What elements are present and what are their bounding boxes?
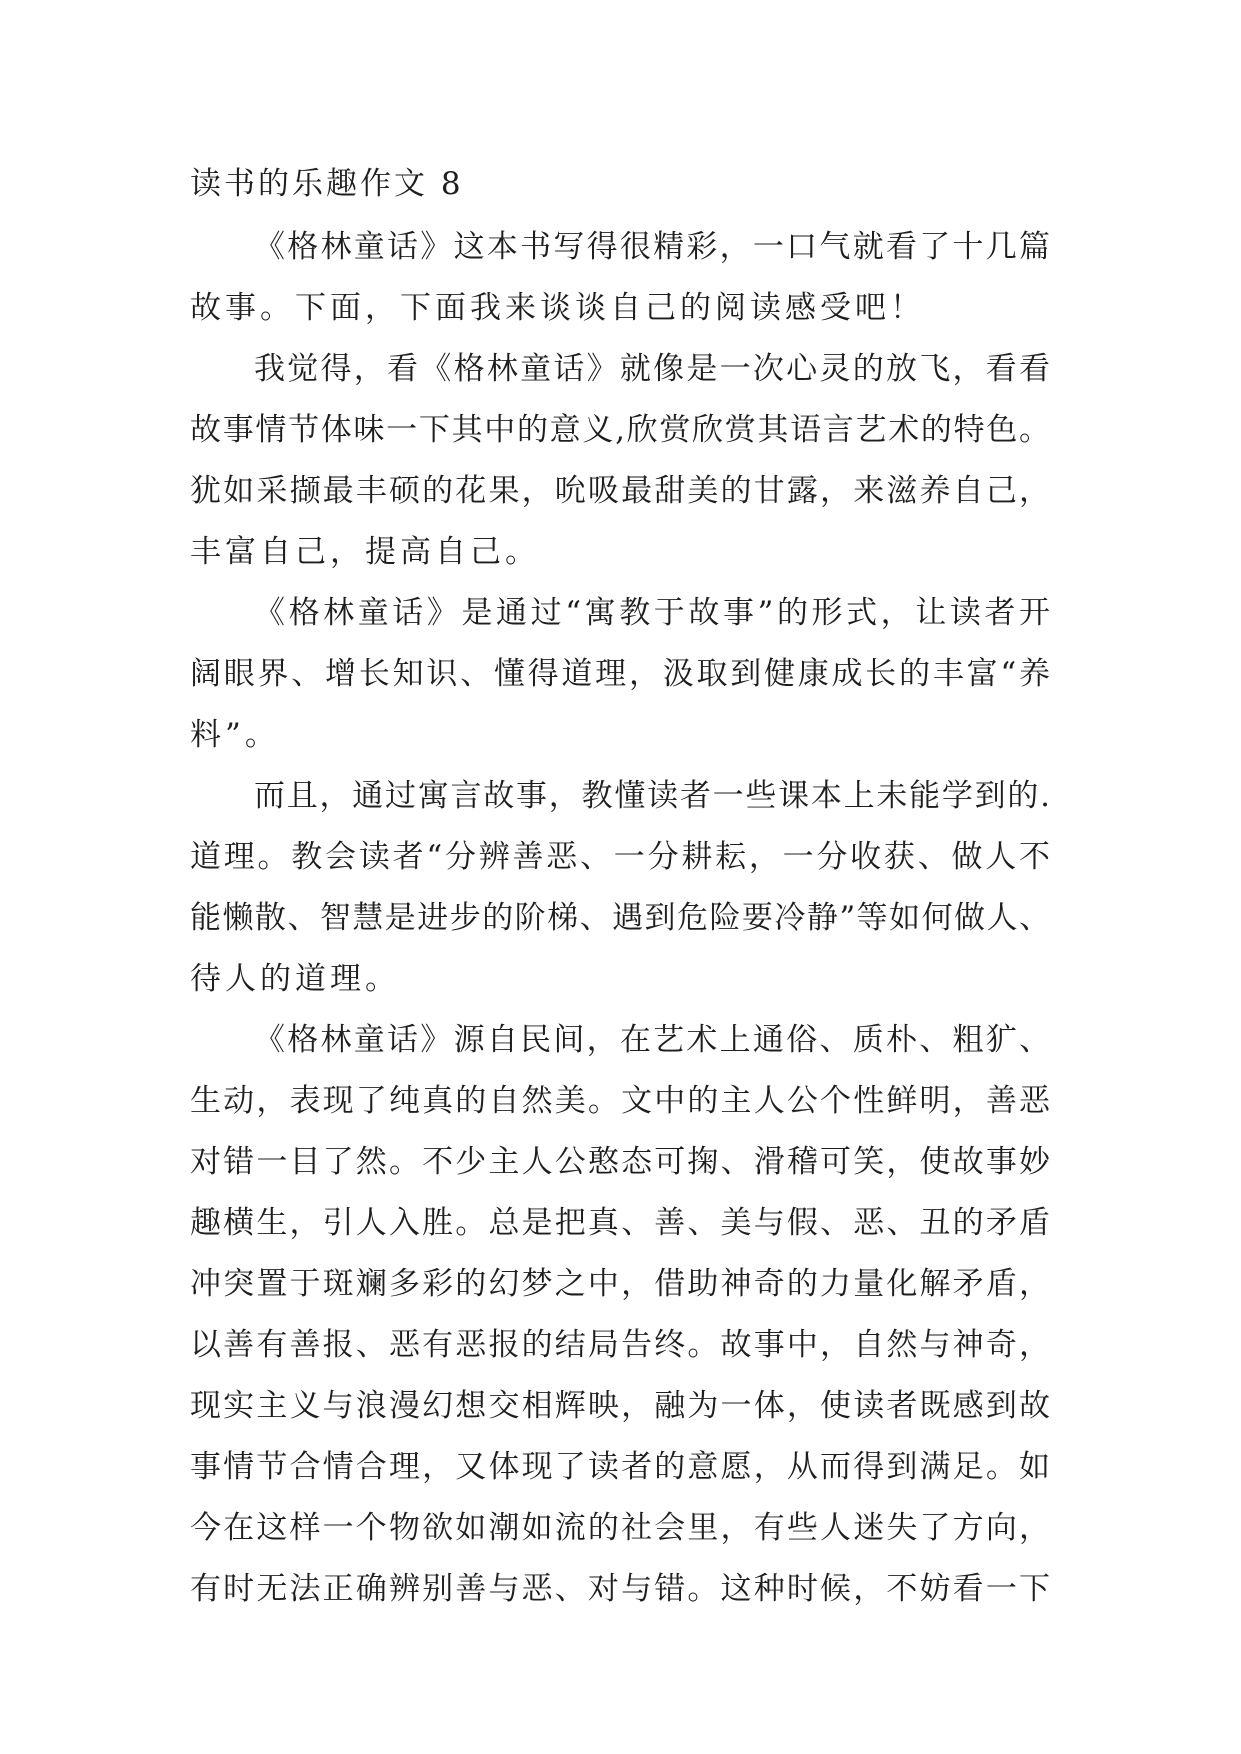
text-line: 料”。 xyxy=(190,717,280,753)
text-line: 犹如采撷最丰硕的花果，吮吸最甜美的甘露，来滋养自己， xyxy=(190,473,1050,509)
document-title: 读书的乐趣作文 8 xyxy=(190,166,464,202)
text-line: 丰富自己，提高自己。 xyxy=(190,534,540,570)
text-line: 待人的道理。 xyxy=(190,961,400,997)
text-line: 冲突置于斑斓多彩的幻梦之中，借助神奇的力量化解矛盾， xyxy=(190,1266,1050,1302)
text-line: 故事。下面，下面我来谈谈自己的阅读感受吧！ xyxy=(190,290,925,326)
text-line: 我觉得，看《格林童话》就像是一次心灵的放飞，看看 xyxy=(254,351,1050,387)
text-line: 《格林童话》是通过“寓教于故事”的形式，让读者开 xyxy=(254,595,1050,631)
text-line: 而且，通过寓言故事，教懂读者一些课本上未能学到的. xyxy=(254,778,1050,814)
paragraph-2 xyxy=(190,339,1050,583)
text-line: 现实主义与浪漫幻想交相辉映，融为一体，使读者既感到故 xyxy=(190,1388,1050,1424)
text-line: 道理。教会读者“分辨善恶、一分耕耘，一分收获、做人不 xyxy=(190,839,1050,875)
text-line: 《格林童话》这本书写得很精彩，一口气就看了十几篇 xyxy=(254,229,1050,265)
text-line: 事情节合情合理，又体现了读者的意愿，从而得到满足。如 xyxy=(190,1449,1050,1485)
text-line: 有时无法正确辨别善与恶、对与错。这种时候，不妨看一下 xyxy=(190,1571,1050,1607)
text-line: 《格林童话》源自民间，在艺术上通俗、质朴、粗犷、 xyxy=(254,1022,1050,1058)
text-line: 阔眼界、增长知识、懂得道理，汲取到健康成长的丰富“养 xyxy=(190,656,1050,692)
paragraph-5 xyxy=(190,1010,1050,1620)
text-line: 生动，表现了纯真的自然美。文中的主人公个性鲜明，善恶 xyxy=(190,1083,1050,1119)
text-line: 故事情节体味一下其中的意义,欣赏欣赏其语言艺术的特色。 xyxy=(190,412,1050,448)
paragraph-1 xyxy=(190,217,1050,339)
document-body xyxy=(190,217,1050,1620)
text-line: 对错一目了然。不少主人公憨态可掬、滑稽可笑，使故事妙 xyxy=(190,1144,1050,1180)
text-line: 趣横生，引人入胜。总是把真、善、美与假、恶、丑的矛盾 xyxy=(190,1205,1050,1241)
paragraph-3 xyxy=(190,583,1050,766)
paragraph-4 xyxy=(190,766,1050,1010)
text-line: 能懒散、智慧是进步的阶梯、遇到危险要冷静”等如何做人、 xyxy=(190,900,1050,936)
text-line: 今在这样一个物欲如潮如流的社会里，有些人迷失了方向， xyxy=(190,1510,1050,1546)
text-line: 以善有善报、恶有恶报的结局告终。故事中，自然与神奇， xyxy=(190,1327,1050,1363)
